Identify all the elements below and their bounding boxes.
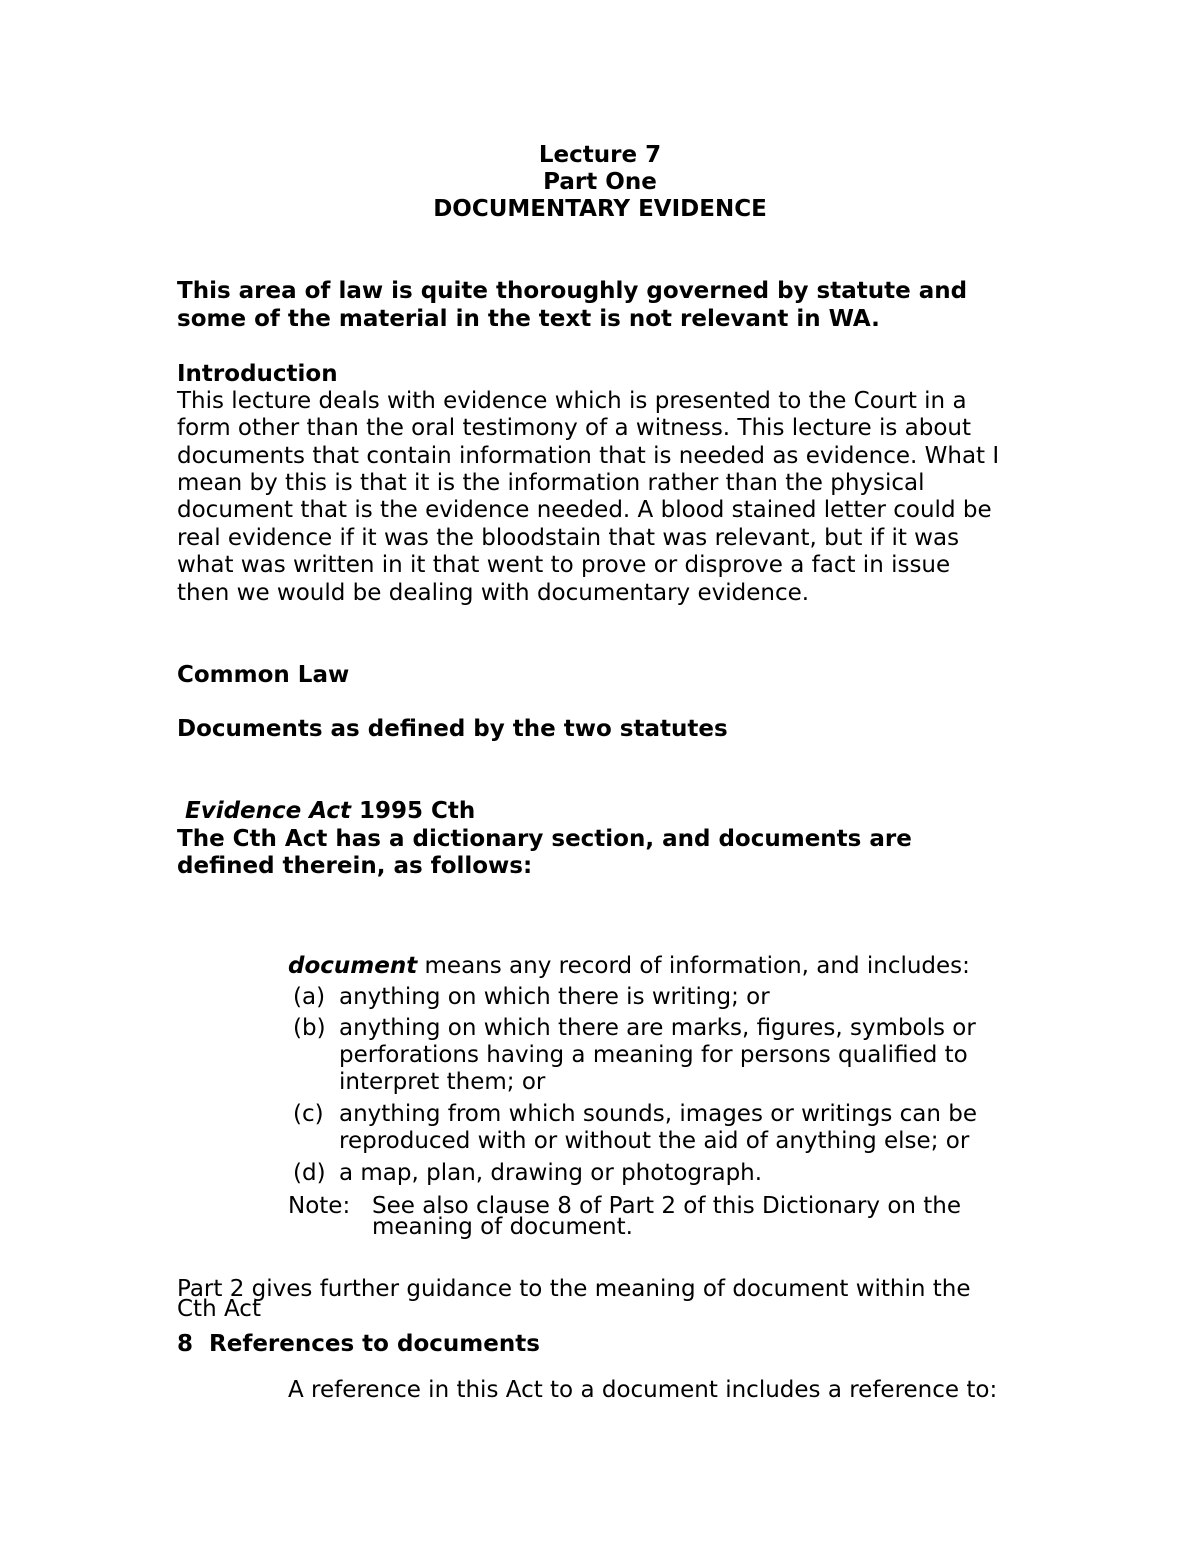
- evidence-act-line: The Cth Act has a dictionary section, and documents are: [177, 826, 912, 852]
- introduction-line: documents that contain information that is needed as evidence. What I: [177, 443, 1000, 469]
- evidence-act-heading: [185, 798, 475, 825]
- lecture-number: Lecture 7: [538, 142, 662, 168]
- definition-intro: [288, 953, 970, 980]
- introduction-line: mean by this is that it is the information rather than the physical: [177, 470, 925, 496]
- lecture-part: Part One: [543, 169, 657, 195]
- evidence-act-title: Evidence Act: [185, 798, 351, 824]
- note-line: See also clause 8 of Part 2 of this Dictionary on the: [372, 1193, 962, 1219]
- section-8-heading: 8 References to documents: [177, 1331, 540, 1357]
- item-label: (c): [293, 1101, 324, 1127]
- intro-bold-line: some of the material in the text is not relevant in WA.: [177, 306, 880, 332]
- definition-item-line: interpret them; or: [339, 1069, 546, 1095]
- documents-defined-heading: Documents as defined by the two statutes: [177, 716, 728, 742]
- note-label: Note:: [288, 1193, 351, 1219]
- definition-item-line: reproduced with or without the aid of anything else; or: [339, 1128, 970, 1154]
- introduction-line: real evidence if it was the bloodstain that was relevant, but if it was: [177, 525, 960, 551]
- intro-bold-line: This area of law is quite thoroughly governed by statute and: [177, 278, 968, 304]
- introduction-line: then we would be dealing with documentary evidence.: [177, 580, 810, 606]
- introduction-heading: Introduction: [177, 361, 338, 387]
- part2-line: Cth Act: [177, 1296, 261, 1322]
- note-line: meaning of document.: [372, 1214, 633, 1240]
- section-8-text: A reference in this Act to a document includes a reference to:: [288, 1377, 998, 1403]
- item-label: (b): [293, 1015, 326, 1041]
- definition-item-line: a map, plan, drawing or photograph.: [339, 1160, 763, 1186]
- definition-item-line: perforations having a meaning for persons qualified to: [339, 1042, 968, 1068]
- item-label: (a): [293, 984, 326, 1010]
- introduction-line: form other than the oral testimony of a witness. This lecture is about: [177, 415, 971, 441]
- item-label: (d): [293, 1160, 326, 1186]
- evidence-act-line: defined therein, as follows:: [177, 853, 533, 879]
- definition-item-line: anything on which there is writing; or: [339, 984, 770, 1010]
- page-title: DOCUMENTARY EVIDENCE: [433, 196, 767, 222]
- part2-line: Part 2 gives further guidance to the meaning of document within the: [177, 1276, 971, 1302]
- definition-rest: means any record of information, and includes:: [417, 953, 970, 979]
- introduction-line: document that is the evidence needed. A blood stained letter could be: [177, 497, 992, 523]
- introduction-line: This lecture deals with evidence which is presented to the Court in a: [177, 388, 967, 414]
- common-law-heading: Common Law: [177, 662, 350, 688]
- introduction-line: what was written in it that went to prove or disprove a fact in issue: [177, 552, 951, 578]
- definition-item-line: anything on which there are marks, figures, symbols or: [339, 1015, 976, 1041]
- definition-term: document: [288, 953, 418, 979]
- evidence-act-year: 1995 Cth: [351, 798, 476, 824]
- definition-item-line: anything from which sounds, images or writings can be: [339, 1101, 978, 1127]
